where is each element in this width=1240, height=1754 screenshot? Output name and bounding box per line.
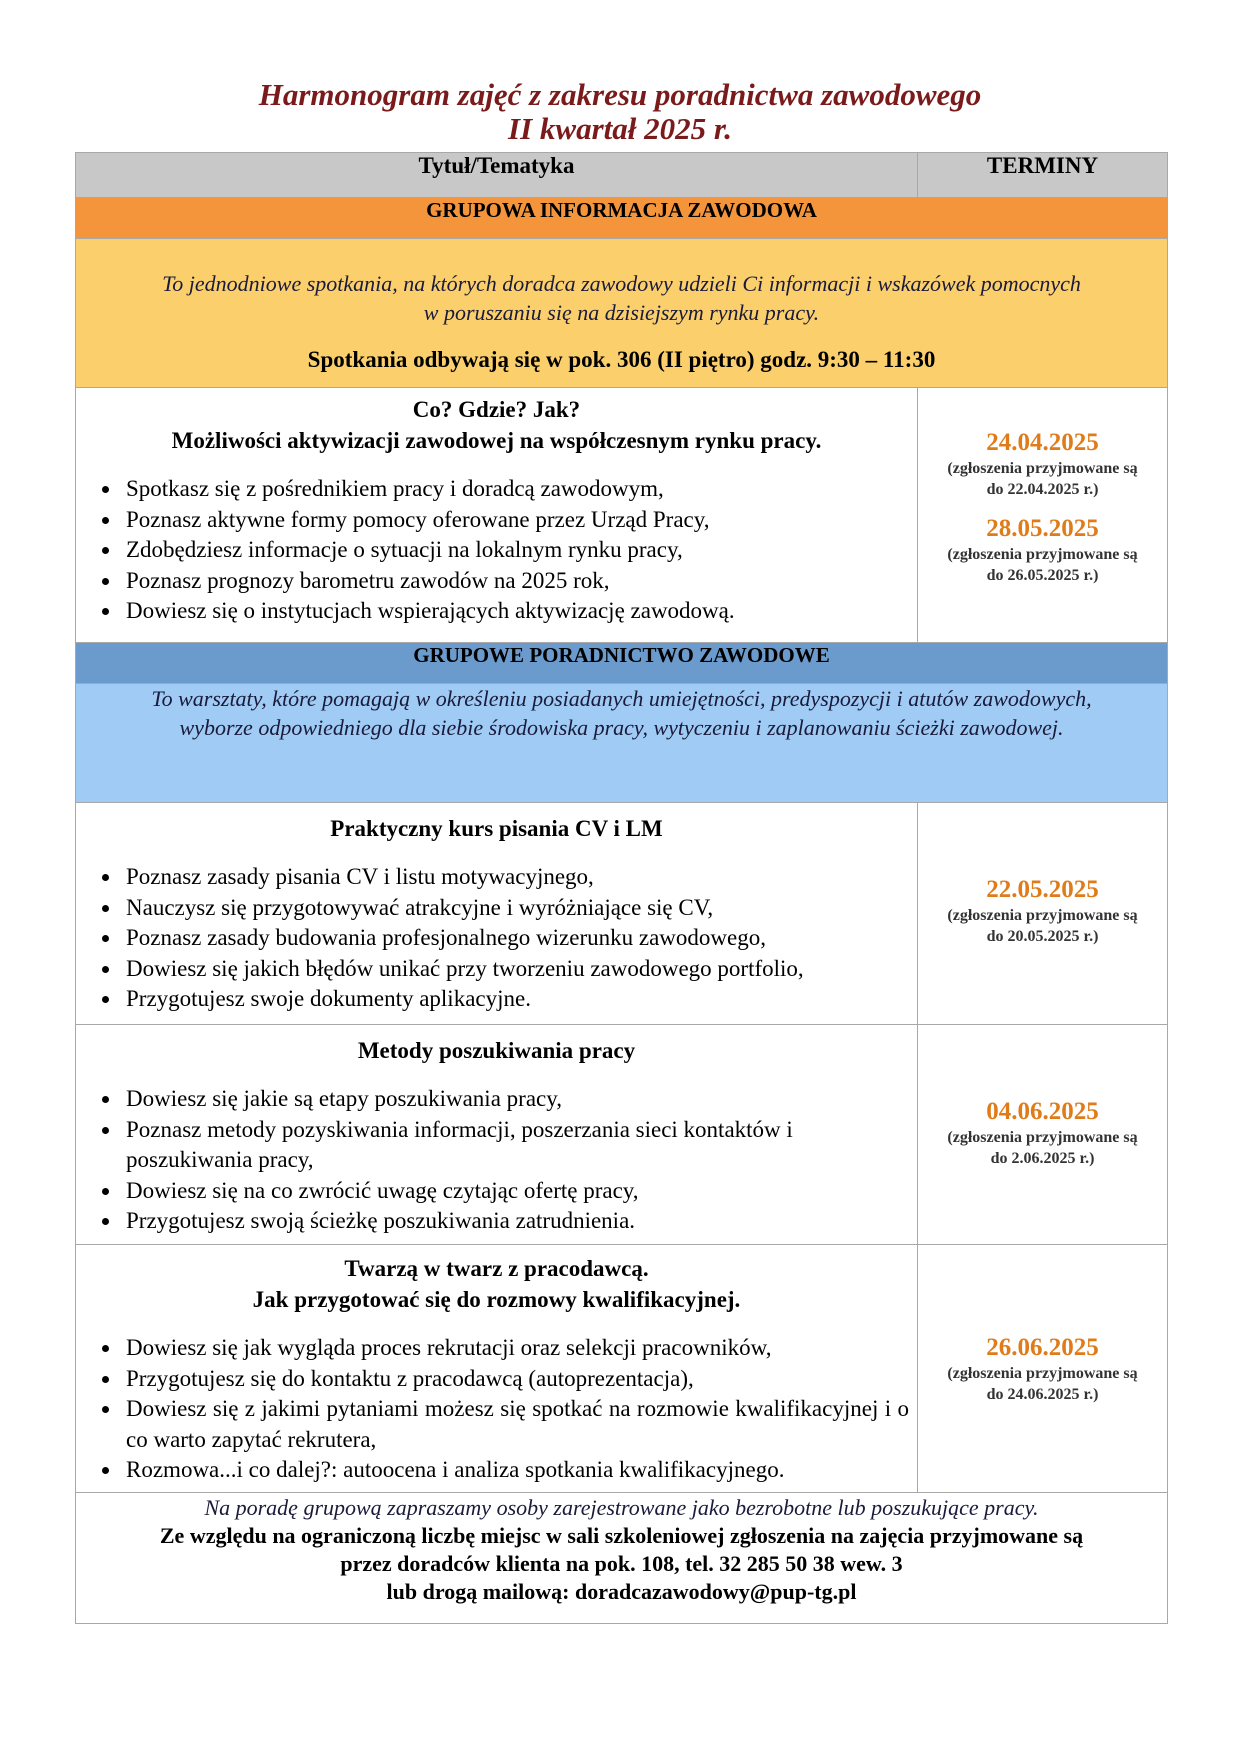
course-4-topic — [76, 1253, 917, 1315]
list-item: • Dowiesz się na co zwrócić uwagę czytając ofertę pracy, — [122, 1176, 827, 1207]
schedule-table — [75, 152, 1168, 1624]
list-item: • Spotkasz się z pośrednikiem pracy i doradcą zawodowym, — [122, 474, 917, 505]
course-1-topic — [76, 394, 917, 456]
title-line-1: Harmonogram zajęć z zakresu poradnictwa zawodowego — [258, 77, 982, 112]
date-value: 04.06.2025 — [986, 1098, 1099, 1125]
course-4-dates — [918, 1245, 1168, 1493]
title-line-2: II kwartał 2025 r. — [508, 111, 732, 146]
course-2-topic — [76, 813, 917, 844]
footer-line-2: Ze względu na ograniczoną liczbę miejsc w sali szkoleniowej zgłoszenia na zajęcia przyjmowane są — [159, 1523, 1084, 1548]
list-item: • Dowiesz się o instytucjach wspierających aktywizację zawodową. — [122, 596, 917, 627]
date-block — [918, 514, 1167, 586]
list-item: • Przygotujesz swoją ścieżkę poszukiwania zatrudnienia. — [122, 1206, 827, 1237]
date-block — [918, 428, 1167, 500]
date-note-line-1: (zgłoszenia przyjmowane są — [947, 460, 1138, 477]
date-note-line-1: (zgłoszenia przyjmowane są — [947, 907, 1138, 924]
section-2-description — [76, 684, 1167, 742]
course-1-topic-line-2: Możliwości aktywizacji zawodowej na współczesnym rynku pracy. — [171, 428, 822, 453]
footer — [76, 1493, 1168, 1624]
list-item: • Zdobędziesz informacje o sytuacji na lokalnym rynku pracy, — [122, 535, 917, 566]
course-2-dates — [918, 803, 1168, 1025]
list-item: • Poznasz zasady budowania profesjonalnego wizerunku zawodowego, — [122, 923, 917, 954]
list-item: • Przygotujesz swoje dokumenty aplikacyjne. — [122, 984, 917, 1015]
course-3-bullets — [76, 1084, 827, 1237]
footer-line-3: przez doradców klienta na pok. 108, tel. 32 285 50 38 wew. 3 — [340, 1551, 903, 1576]
course-3-topic-line-1: Metody poszukiwania pracy — [357, 1038, 636, 1063]
course-4-topic-line-1: Twarzą w twarz z pracodawcą. — [344, 1256, 649, 1281]
date-value: 28.05.2025 — [986, 515, 1099, 542]
table-header-row — [76, 153, 1168, 198]
course-3-topic — [76, 1035, 917, 1066]
footer-line-4: lub drogą mailową: doradcazawodowy@pup-tg.pl — [386, 1579, 857, 1604]
section-1-description-line-2: w poruszaniu się na dzisiejszym rynku pracy. — [423, 300, 820, 325]
course-3-content — [76, 1025, 918, 1245]
date-note-line-2: do 20.05.2025 r.) — [986, 928, 1099, 945]
list-item: • Przygotujesz się do kontaktu z pracodawcą (autoprezentacja), — [122, 1364, 917, 1395]
date-note-line-2: do 26.05.2025 r.) — [986, 567, 1099, 584]
list-item: • Dowiesz się jakie są etapy poszukiwania pracy, — [122, 1084, 827, 1115]
header-topic: Tytuł/Tematyka — [76, 153, 918, 198]
course-2-topic-line-1: Praktyczny kurs pisania CV i LM — [330, 816, 663, 841]
list-item: • Poznasz metody pozyskiwania informacji, poszerzania sieci kontaktów i poszukiwania pracy, — [122, 1115, 827, 1176]
section-1-heading: GRUPOWA INFORMACJA ZAWODOWA — [76, 198, 1168, 239]
list-item: • Dowiesz się jak wygląda proces rekrutacji oraz selekcji pracowników, — [122, 1333, 917, 1364]
list-item: • Poznasz aktywne formy pomocy oferowane przez Urząd Pracy, — [122, 505, 917, 536]
course-2-content — [76, 803, 918, 1025]
list-item: • Rozmowa...i co dalej?: autoocena i analiza spotkania kwalifikacyjnego. — [122, 1455, 917, 1486]
date-value: 24.04.2025 — [986, 429, 1099, 456]
section-2-heading: GRUPOWE PORADNICTWO ZAWODOWE — [76, 643, 1168, 684]
date-note-line-1: (zgłoszenia przyjmowane są — [947, 546, 1138, 563]
course-1-dates — [918, 388, 1168, 643]
section-1-description — [76, 269, 1167, 327]
course-4-content — [76, 1245, 918, 1493]
footer-row — [76, 1493, 1168, 1624]
section-2-description-line-2: wyborze odpowiedniego dla siebie środowiska pracy, wytyczeniu i zaplanowaniu ścieżki zawodowej. — [179, 715, 1064, 740]
date-note-line-1: (zgłoszenia przyjmowane są — [947, 1129, 1138, 1146]
list-item: • Nauczysz się przygotowywać atrakcyjne i wyróżniające się CV, — [122, 893, 917, 924]
course-4-topic-line-2: Jak przygotować się do rozmowy kwalifikacyjnej. — [252, 1287, 741, 1312]
course-1-topic-line-1: Co? Gdzie? Jak? — [412, 397, 581, 422]
section-1-heading-row — [76, 198, 1168, 239]
header-dates: TERMINY — [918, 153, 1168, 198]
section-2-info-row — [76, 684, 1168, 803]
course-2-bullets — [76, 862, 917, 1015]
section-2-info — [76, 684, 1168, 803]
meeting-info: Spotkania odbywają się w pok. 306 (II piętro) godz. 9:30 – 11:30 — [307, 347, 936, 372]
list-item: • Poznasz zasady pisania CV i listu motywacyjnego, — [122, 862, 917, 893]
course-1-bullets — [76, 474, 917, 627]
list-item: • Dowiesz się jakich błędów unikać przy tworzeniu zawodowego portfolio, — [122, 954, 917, 985]
date-note-line-2: do 2.06.2025 r.) — [990, 1150, 1095, 1167]
date-value: 22.05.2025 — [986, 876, 1099, 903]
date-value: 26.06.2025 — [986, 1334, 1099, 1361]
course-row-3 — [76, 1025, 1168, 1245]
section-1-info-row — [76, 239, 1168, 388]
date-block — [918, 875, 1167, 947]
course-row-4 — [76, 1245, 1168, 1493]
footer-line-1: Na poradę grupową zapraszamy osoby zarejestrowane jako bezrobotne lub poszukujące pracy. — [204, 1495, 1039, 1520]
date-note-line-2: do 24.06.2025 r.) — [986, 1386, 1099, 1403]
course-4-bullets — [76, 1333, 917, 1486]
document-title — [0, 78, 1240, 146]
section-1-description-line-1: To jednodniowe spotkania, na których doradca zawodowy udzieli Ci informacji i wskazówek pomocnych — [162, 271, 1081, 296]
list-item: • Poznasz prognozy barometru zawodów na 2025 rok, — [122, 566, 917, 597]
course-1-content — [76, 388, 918, 643]
section-2-description-line-1: To warsztaty, które pomagają w określeniu posiadanych umiejętności, predyspozycji i atutów zawodowych, — [151, 686, 1092, 711]
date-note-line-2: do 22.04.2025 r.) — [986, 481, 1099, 498]
course-row-1 — [76, 388, 1168, 643]
list-item: • Dowiesz się z jakimi pytaniami możesz się spotkać na rozmowie kwalifikacyjnej i o co warto zapytać rekrutera, — [122, 1394, 917, 1455]
course-row-2 — [76, 803, 1168, 1025]
section-1-info — [76, 239, 1168, 388]
section-2-heading-row — [76, 643, 1168, 684]
date-block — [918, 1097, 1167, 1169]
course-3-dates — [918, 1025, 1168, 1245]
date-block — [918, 1333, 1167, 1405]
date-note-line-1: (zgłoszenia przyjmowane są — [947, 1365, 1138, 1382]
